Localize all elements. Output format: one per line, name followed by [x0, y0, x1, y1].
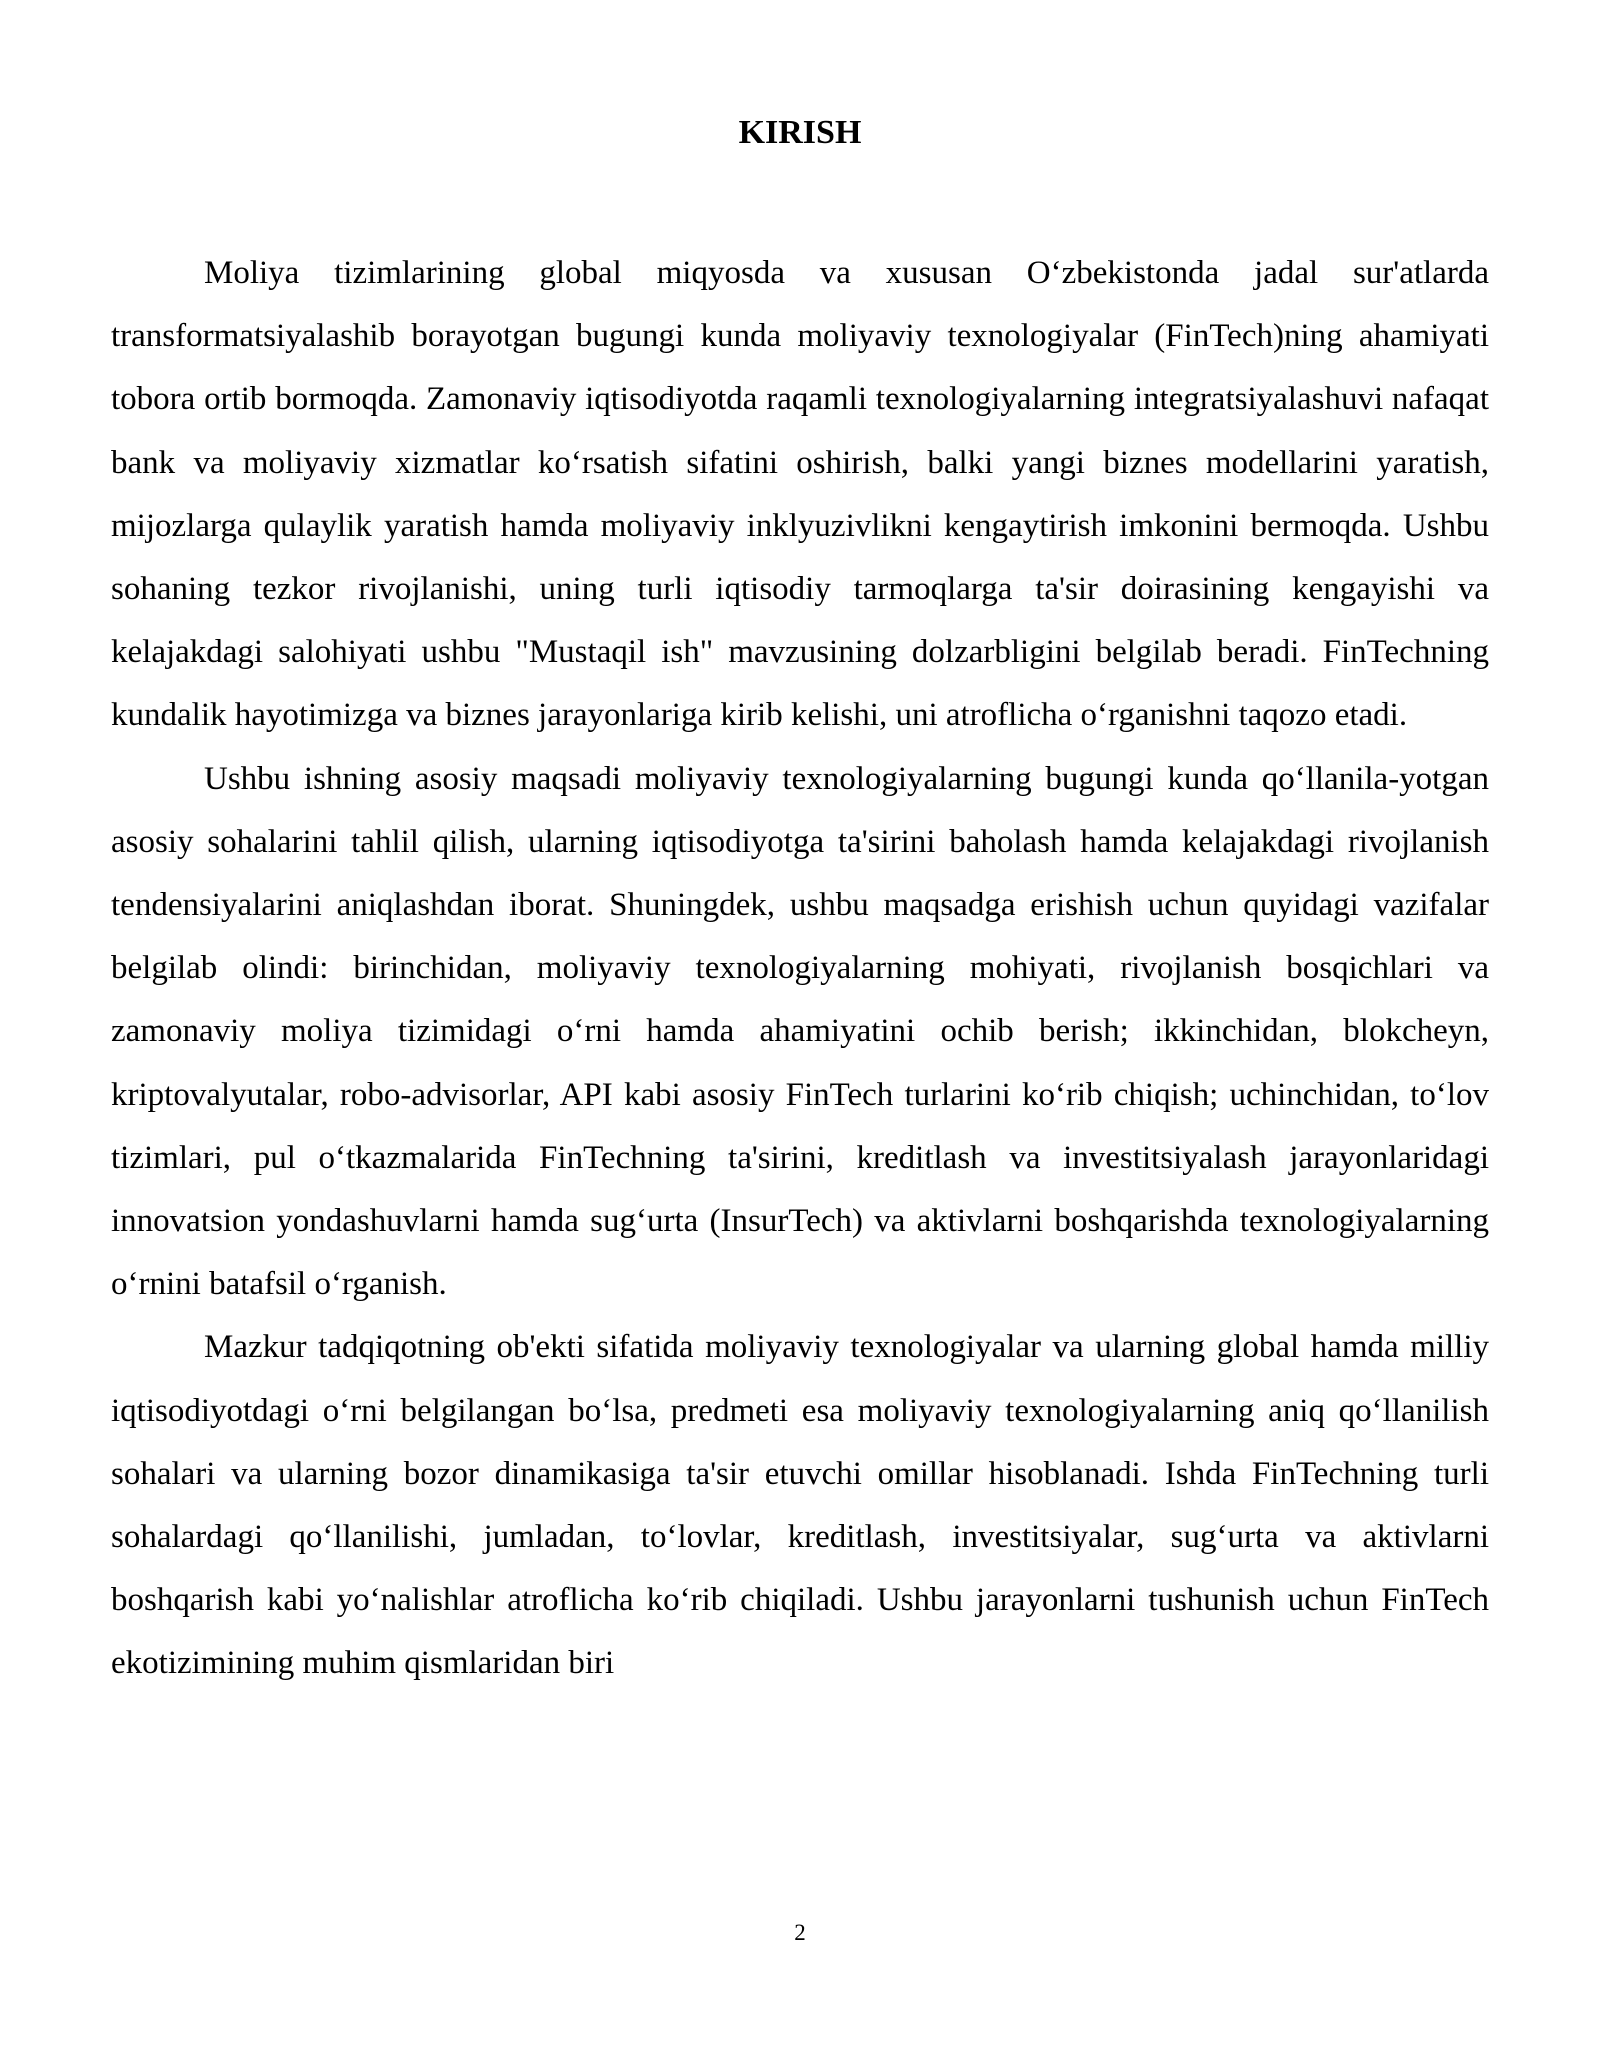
body-text [111, 242, 1489, 1696]
paragraph-2: Ushbu ishning asosiy maqsadi moliyaviy texnologiyalarning bugungi kunda qo‘llanila-yotgan asosiy sohalarini tahlil qilish, ularning iqtisodiyotga ta'sirini baholash hamda kelajakdagi rivojlanish tendensiyalarini aniqlashdan iborat. Shuningdek, ushbu maqsadga erishish uchun quyidagi vazifalar belgilab olindi: birinchidan, moliyaviy texnologiyalarning mohiyati, rivojlanish bosqichlari va zamonaviy moliya tizimidagi o‘rni hamda ahamiyatini ochib berish; ikkinchidan, blokcheyn, kriptovalyutalar, robo-advisorlar, API kabi asosiy FinTech turlarini ko‘rib chiqish; uchinchidan, to‘lov tizimlari, pul o‘tkazmalarida FinTechning ta'sirini, kreditlash va investitsiyalash jarayonlaridagi innovatsion yondashuvlarni hamda sug‘urta (InsurTech) va aktivlarni boshqarishda texnologiyalarning o‘rnini batafsil o‘rganish. [111, 760, 1489, 1303]
page-number: 2 [794, 1920, 806, 1945]
page-title: KIRISH [738, 114, 862, 151]
paragraph-1: Moliya tizimlarining global miqyosda va xususan O‘zbekistonda jadal sur'atlarda transformatsiyalashib borayotgan bugungi kunda moliyaviy texnologiyalar (FinTech)ning ahamiyati tobora ortib bormoqda. Zamonaviy iqtisodiyotda raqamli texnologiyalarning integratsiyalashuvi nafaqat bank va moliyaviy xizmatlar ko‘rsatish sifatini oshirish, balki yangi biznes modellarini yaratish, mijozlarga qulaylik yaratish hamda moliyaviy inklyuzivlikni kengaytirish imkonini bermoqda. Ushbu sohaning tezkor rivojlanishi, uning turli iqtisodiy tarmoqlarga ta'sir doirasining kengayishi va kelajakdagi salohiyati ushbu "Mustaqil ish" mavzusining dolzarbligini belgilab beradi. FinTechning kundalik hayotimizga va biznes jarayonlariga kirib kelishi, uni atroflicha o‘rganishni taqozo etadi. [111, 255, 1489, 734]
paragraph-3: Mazkur tadqiqotning ob'ekti sifatida moliyaviy texnologiyalar va ularning global hamda milliy iqtisodiyotdagi o‘rni belgilangan bo‘lsa, predmeti esa moliyaviy texnologiyalarning aniq qo‘llanilish sohalari va ularning bozor dinamikasiga ta'sir etuvchi omillar hisoblanadi. Ishda FinTechning turli sohalardagi qo‘llanilishi, jumladan, to‘lovlar, kreditlash, investitsiyalar, sug‘urta va aktivlarni boshqarish kabi yo‘nalishlar atroflicha ko‘rib chiqiladi. Ushbu jarayonlarni tushunish uchun FinTech ekotizimining muhim qismlaridan biri [111, 1329, 1489, 1682]
